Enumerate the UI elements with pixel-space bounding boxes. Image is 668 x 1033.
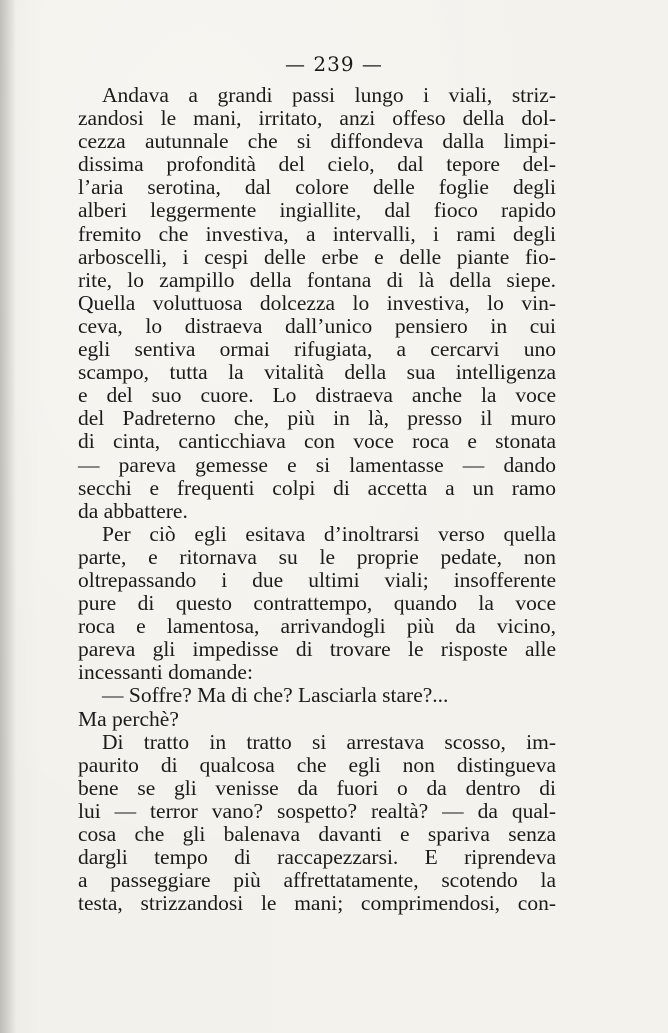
text-line: cosa che gli balenava davanti e spariva senza (78, 822, 556, 846)
text-line: a passeggiare più affrettatamente, scotendo la (78, 868, 556, 893)
text-line: ceva, lo distraeva dall’unico pensiero in cui (78, 313, 556, 338)
text-line: arboscelli, i cespi delle erbe e delle piante fio- (78, 244, 556, 269)
page-gutter-shadow (0, 0, 16, 1033)
text-line: Quella voluttuosa dolcezza lo investiva, lo vin- (78, 290, 556, 315)
text-line: scampo, tutta la vitalità della sua intelligenza (78, 360, 556, 385)
text-line: cezza autunnale che si diffondeva dalla limpi- (78, 129, 556, 154)
text-line: egli sentiva ormai rifugiata, a cercarvi uno (78, 337, 556, 362)
text-line: secchi e frequenti colpi di accetta a un ramo (78, 475, 556, 500)
text-line: lui — terror vano? sospetto? realtà? — da qual- (78, 798, 556, 823)
text-line: parte, e ritornava su le proprie pedate, non (78, 544, 556, 569)
page-number: — 239 — (285, 52, 383, 76)
text-line: Ma perchè? (78, 706, 179, 731)
body-text (78, 84, 556, 915)
text-line: Per ciò egli esitava d’inoltrarsi verso quella (102, 521, 556, 546)
text-line: — pareva gemesse e si lamentasse — dando (78, 452, 556, 477)
text-line: oltrepassando i due ultimi viali; insofferente (78, 567, 556, 592)
text-line: di cinta, canticchiava con voce roca e stonata (78, 429, 556, 454)
text-line: bene se gli venisse da fuori o da dentro di (78, 775, 556, 800)
text-line: zandosi le mani, irritato, anzi offeso della dol- (78, 106, 556, 131)
text-line: Di tratto in tratto si arrestava scosso, im- (102, 729, 556, 754)
text-line: da abbattere. (78, 498, 188, 523)
text-line: — Soffre? Ma di che? Lasciarla stare?... (102, 683, 449, 708)
text-line: l’aria serotina, dal colore delle foglie degli (78, 175, 556, 200)
text-line: del Padreterno che, più in là, presso il muro (78, 406, 556, 431)
text-line: paurito di qualcosa che egli non distingueva (78, 752, 556, 777)
text-line: rite, lo zampillo della fontana di là della siepe. (78, 267, 556, 292)
text-line: Andava a grandi passi lungo i viali, striz- (102, 83, 556, 107)
text-line: dargli tempo di raccapezzarsi. E riprendeva (78, 845, 556, 870)
text-line: roca e lamentosa, arrivandogli più da vicino, (78, 614, 556, 639)
text-line: incessanti domande: (78, 660, 253, 685)
text-line: e del suo cuore. Lo distraeva anche la voce (78, 383, 556, 408)
text-line: testa, strizzandosi le mani; comprimendosi, con- (78, 891, 556, 916)
text-line: dissima profondità del cielo, dal tepore del- (78, 152, 556, 177)
text-line: pure di questo contrattempo, quando la voce (78, 591, 556, 616)
text-line: fremito che investiva, a intervalli, i rami degli (78, 221, 556, 246)
text-line: alberi leggermente ingiallite, dal fioco rapido (78, 198, 556, 223)
text-line: pareva gli impedisse di trovare le risposte alle (78, 637, 556, 662)
